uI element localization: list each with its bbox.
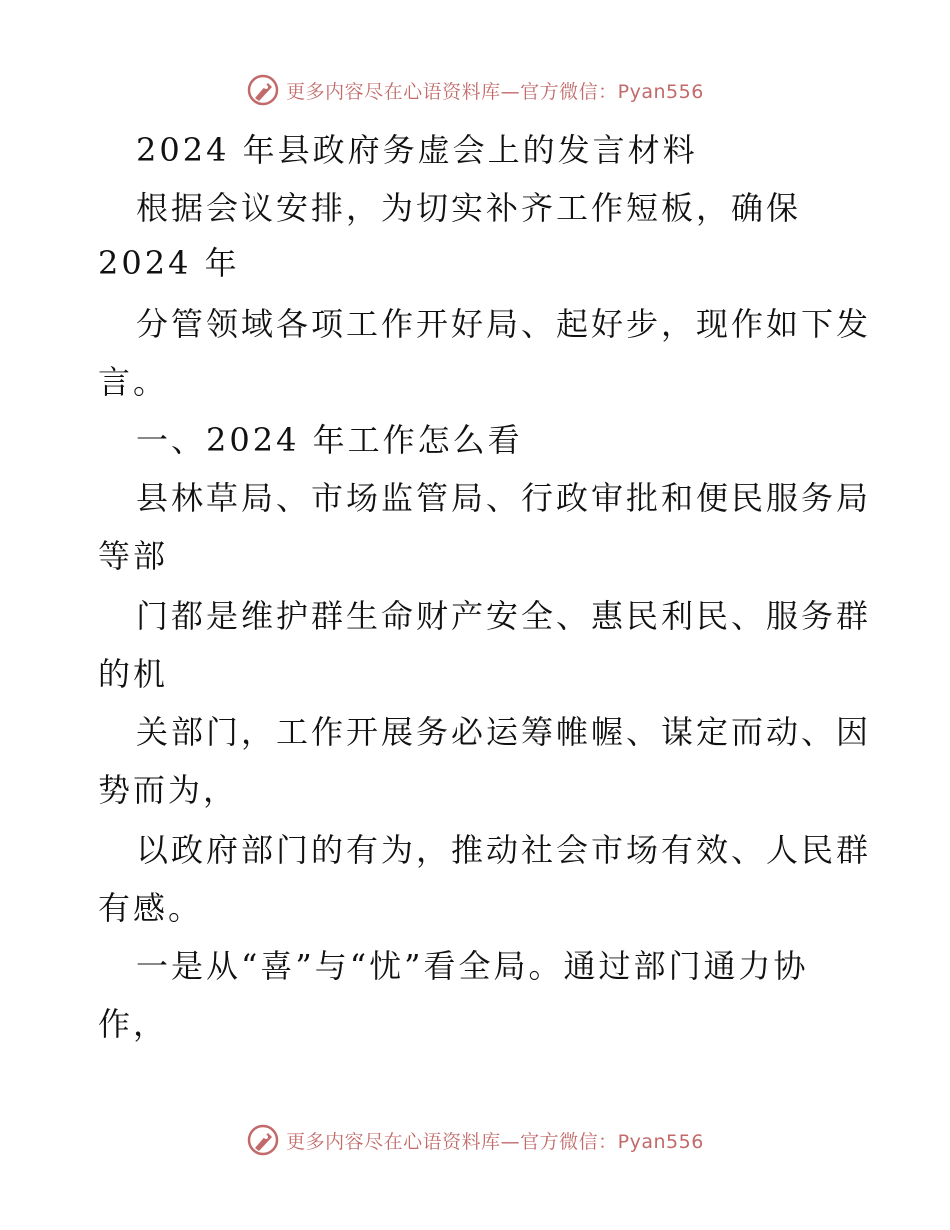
- paragraph-line: 一是从“喜”与“忧”看全局。通过部门通力协: [136, 947, 809, 985]
- paragraph-line: 2024 年: [98, 244, 240, 282]
- watermark-text: 更多内容尽在心语资料库—官方微信：Pyan556: [286, 80, 704, 103]
- pen-nib-logo: [246, 73, 280, 107]
- paragraph-line: 等部: [98, 537, 169, 575]
- header-watermark: [0, 70, 950, 110]
- footer-watermark: [0, 1120, 950, 1160]
- doc-title: 2024 年县政府务虚会上的发言材料: [136, 131, 698, 169]
- paragraph-line: 以政府部门的有为，推动社会市场有效、人民群: [136, 831, 872, 869]
- paragraph-line: 言。: [98, 363, 169, 401]
- watermark-text: 更多内容尽在心语资料库—官方微信：Pyan556: [286, 1130, 704, 1153]
- paragraph-line: 县林草局、市场监管局、行政审批和便民服务局: [136, 479, 872, 517]
- paragraph-line: 势而为，: [98, 771, 239, 809]
- paragraph-line: 有感。: [98, 889, 204, 927]
- pen-nib-logo: [246, 1123, 280, 1157]
- paragraph-line: 根据会议安排，为切实补齐工作短板，确保: [136, 189, 802, 227]
- paragraph-line: 关部门，工作开展务必运筹帷幄、谋定而动、因: [136, 713, 872, 751]
- paragraph-line: 的机: [98, 655, 169, 693]
- paragraph-line: 门都是维护群生命财产安全、惠民利民、服务群: [136, 597, 872, 635]
- section-heading: 一、2024 年工作怎么看: [136, 421, 523, 459]
- paragraph-line: 分管领域各项工作开好局、起好步，现作如下发: [136, 305, 872, 343]
- paragraph-line: 作，: [98, 1005, 169, 1043]
